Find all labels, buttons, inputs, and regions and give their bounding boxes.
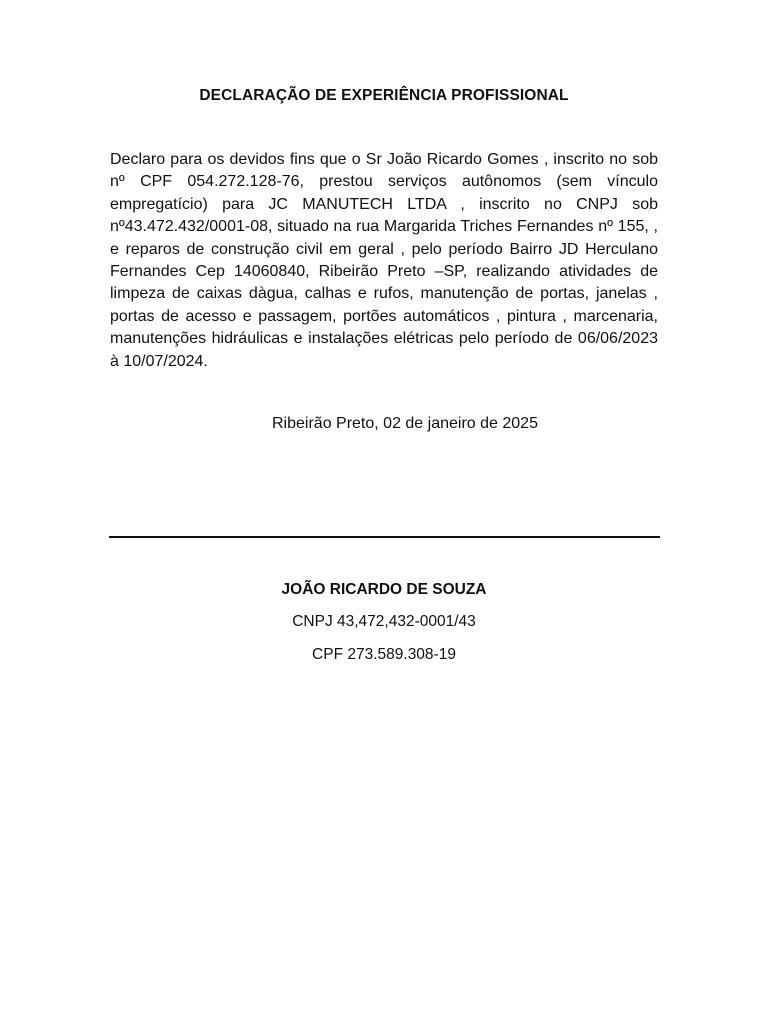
signatory-cpf: CPF 273.589.308-19: [312, 646, 456, 663]
declaration-body: Declaro para os devidos fins que o Sr João Ricardo Gomes , inscrito no sob nº CPF 054.272.128-76, prestou serviços autônomos (sem vínculo empregatício) para JC MANUTECH LTDA , inscrito no CNPJ sob nº43.472.432/0001-08, situado na rua Margarida Triches Fernandes nº 155, , e reparos de construção civil em geral , pelo período Bairro JD Herculano Fernandes Cep 14060840, Ribeirão Preto –SP, realizando atividades de limpeza de caixas dàgua, calhas e rufos, manutenção de portas, janelas , portas de acesso e passagem, portões automáticos , pintura , marcenaria, manutenções hidráulicas e instalações elétricas pelo período de 06/06/2023 à 10/07/2024.: [110, 151, 658, 370]
document-title: DECLARAÇÃO DE EXPERIÊNCIA PROFISSIONAL: [199, 87, 569, 104]
place-and-date: Ribeirão Preto, 02 de janeiro de 2025: [272, 415, 538, 432]
signatory-name: JOÃO RICARDO DE SOUZA: [281, 581, 487, 598]
signature-line: [109, 536, 660, 538]
signatory-cnpj: CNPJ 43,472,432-0001/43: [292, 613, 476, 630]
